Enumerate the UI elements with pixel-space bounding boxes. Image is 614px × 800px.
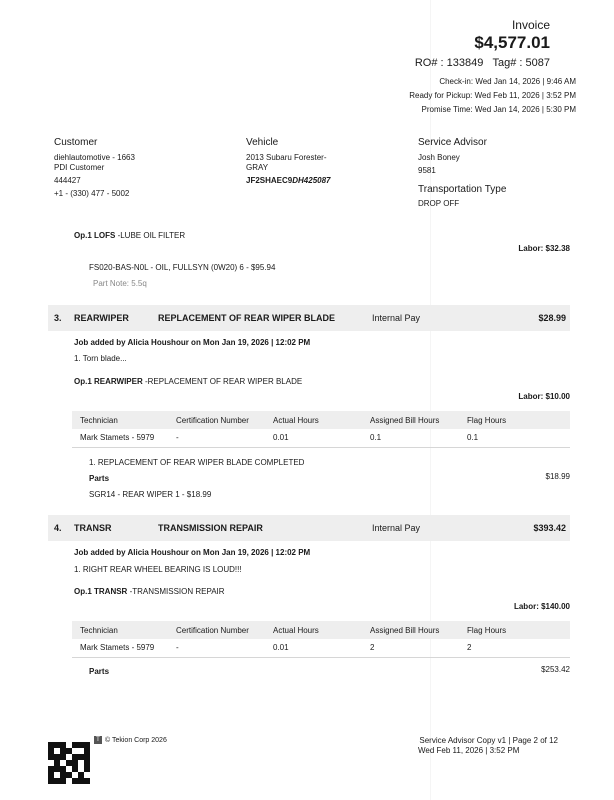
- copyright-line: [94, 736, 167, 744]
- cell-certification: -: [176, 643, 179, 652]
- col-actual-hours: Actual Hours: [273, 626, 319, 635]
- cell-assigned-hours: 0.1: [370, 433, 382, 442]
- cell-assigned-hours: 2: [370, 643, 375, 652]
- doc-title: Invoice: [511, 18, 550, 32]
- cell-actual-hours: 0.01: [273, 643, 289, 652]
- checkin-time: Check-in: Wed Jan 14, 2026 | 9:46 AM: [439, 77, 576, 86]
- cell-actual-hours: 0.01: [273, 433, 289, 442]
- customer-phone: +1 - (330) 477 - 5002: [54, 189, 130, 198]
- cell-flag-hours: 0.1: [467, 433, 479, 442]
- customer-name: diehlautomotive - 1663: [54, 153, 135, 162]
- job-4-number: 4.: [54, 523, 62, 533]
- job-4-parts-label: Parts: [89, 667, 110, 676]
- job-3-part: SGR14 - REAR WIPER 1 - $18.99: [89, 490, 212, 499]
- prev-op-code: Op.1 LOFS: [74, 231, 116, 240]
- advisor-id: 9581: [418, 166, 436, 175]
- customer-heading: Customer: [54, 137, 98, 148]
- job-3-added: Job added by Alicia Houshour on Mon Jan 19, 2026 | 12:02 PM: [74, 338, 311, 347]
- job-4-tech-table-header: [72, 621, 570, 639]
- advisor-heading: Service Advisor: [418, 137, 487, 148]
- job-4-op-desc: -TRANSMISSION REPAIR: [127, 587, 225, 596]
- advisor-name: Josh Boney: [418, 153, 460, 162]
- job-3-op-line: [74, 377, 302, 386]
- col-assigned-hours: Assigned Bill Hours: [370, 416, 440, 425]
- prev-part: FS020-BAS-N0L - OIL, FULLSYN (0W20) 6 - $95.94: [89, 263, 276, 272]
- col-actual-hours: Actual Hours: [273, 416, 319, 425]
- job-3-op-desc: -REPLACEMENT OF REAR WIPER BLADE: [142, 377, 303, 386]
- col-flag-hours: Flag Hours: [467, 416, 507, 425]
- prev-part-note: Part Note: 5.5q: [93, 279, 147, 288]
- ready-time: Ready for Pickup: Wed Feb 11, 2026 | 3:52 PM: [409, 91, 576, 100]
- prev-op-desc: -LUBE OIL FILTER: [115, 231, 186, 240]
- tekion-logo-icon: T: [94, 736, 102, 744]
- job-3-code: REARWIPER: [74, 313, 129, 323]
- vehicle-color: GRAY: [246, 163, 269, 172]
- promise-time: Promise Time: Wed Jan 14, 2026 | 5:30 PM: [421, 105, 576, 114]
- job-3-completion-note: 1. REPLACEMENT OF REAR WIPER BLADE COMPLETED: [89, 458, 305, 467]
- vehicle-vin: [246, 176, 331, 185]
- job-4-op-code: Op.1 TRANSR: [74, 587, 128, 596]
- job-4-parts-amount: $253.42: [541, 665, 570, 674]
- col-certification: Certification Number: [176, 416, 249, 425]
- copyright-text: © Tekion Corp 2026: [105, 736, 167, 744]
- job-4-pay-type: Internal Pay: [372, 523, 421, 533]
- job-3-op-code: Op.1 REARWIPER: [74, 377, 143, 386]
- col-certification: Certification Number: [176, 626, 249, 635]
- job-3-parts-amount: $18.99: [545, 472, 570, 481]
- cell-technician: Mark Stamets - 5979: [80, 433, 155, 442]
- col-flag-hours: Flag Hours: [467, 626, 507, 635]
- job-4-added: Job added by Alicia Houshour on Mon Jan 19, 2026 | 12:02 PM: [74, 548, 311, 557]
- job-4-title: TRANSMISSION REPAIR: [158, 523, 263, 533]
- job-3-parts-label: Parts: [89, 474, 110, 483]
- invoice-total: $4,577.01: [474, 33, 550, 52]
- job-3-amount: $28.99: [538, 313, 566, 323]
- job-4-labor: Labor: $140.00: [513, 602, 570, 611]
- job-4-amount: $393.42: [533, 523, 566, 533]
- transport-value: DROP OFF: [418, 199, 460, 208]
- job-4-code: TRANSR: [74, 523, 112, 533]
- row-divider: [72, 657, 570, 658]
- job-3-tech-table-header: [72, 411, 570, 429]
- print-timestamp: Wed Feb 11, 2026 | 3:52 PM: [418, 746, 520, 755]
- job-3-number: 3.: [54, 313, 62, 323]
- ro-number: RO# : 133849: [414, 57, 484, 69]
- transport-heading: Transportation Type: [418, 184, 507, 195]
- vin-suffix: DH425087: [292, 176, 331, 185]
- job-4-op-line: [74, 587, 225, 596]
- copy-info: Service Advisor Copy v1 | Page 2 of 12: [419, 736, 558, 745]
- customer-type: PDI Customer: [54, 163, 105, 172]
- prev-op-line: [74, 231, 185, 240]
- job-3-labor: Labor: $10.00: [518, 392, 570, 401]
- prev-labor: Labor: $32.38: [518, 244, 570, 253]
- job-3-pay-type: Internal Pay: [372, 313, 421, 323]
- qr-code-icon: [48, 742, 90, 784]
- cell-flag-hours: 2: [467, 643, 472, 652]
- col-technician: Technician: [80, 416, 118, 425]
- job-3-title: REPLACEMENT OF REAR WIPER BLADE: [158, 313, 336, 323]
- vin-prefix: JF2SHAEC9: [246, 176, 293, 185]
- job-4-header: [48, 515, 570, 541]
- cell-technician: Mark Stamets - 5979: [80, 643, 155, 652]
- vehicle-model: 2013 Subaru Forester-: [246, 153, 327, 162]
- customer-id: 444427: [54, 176, 81, 185]
- row-divider: [72, 447, 570, 448]
- col-assigned-hours: Assigned Bill Hours: [370, 626, 440, 635]
- job-3-concern: 1. Torn blade...: [74, 354, 127, 363]
- job-4-concern: 1. RIGHT REAR WHEEL BEARING IS LOUD!!!: [74, 565, 242, 574]
- vehicle-heading: Vehicle: [246, 137, 279, 148]
- col-technician: Technician: [80, 626, 118, 635]
- cell-certification: -: [176, 433, 179, 442]
- tag-number: Tag# : 5087: [492, 57, 550, 69]
- job-3-header: [48, 305, 570, 331]
- ro-tag-line: [415, 57, 550, 69]
- scan-fold-line: [430, 0, 431, 800]
